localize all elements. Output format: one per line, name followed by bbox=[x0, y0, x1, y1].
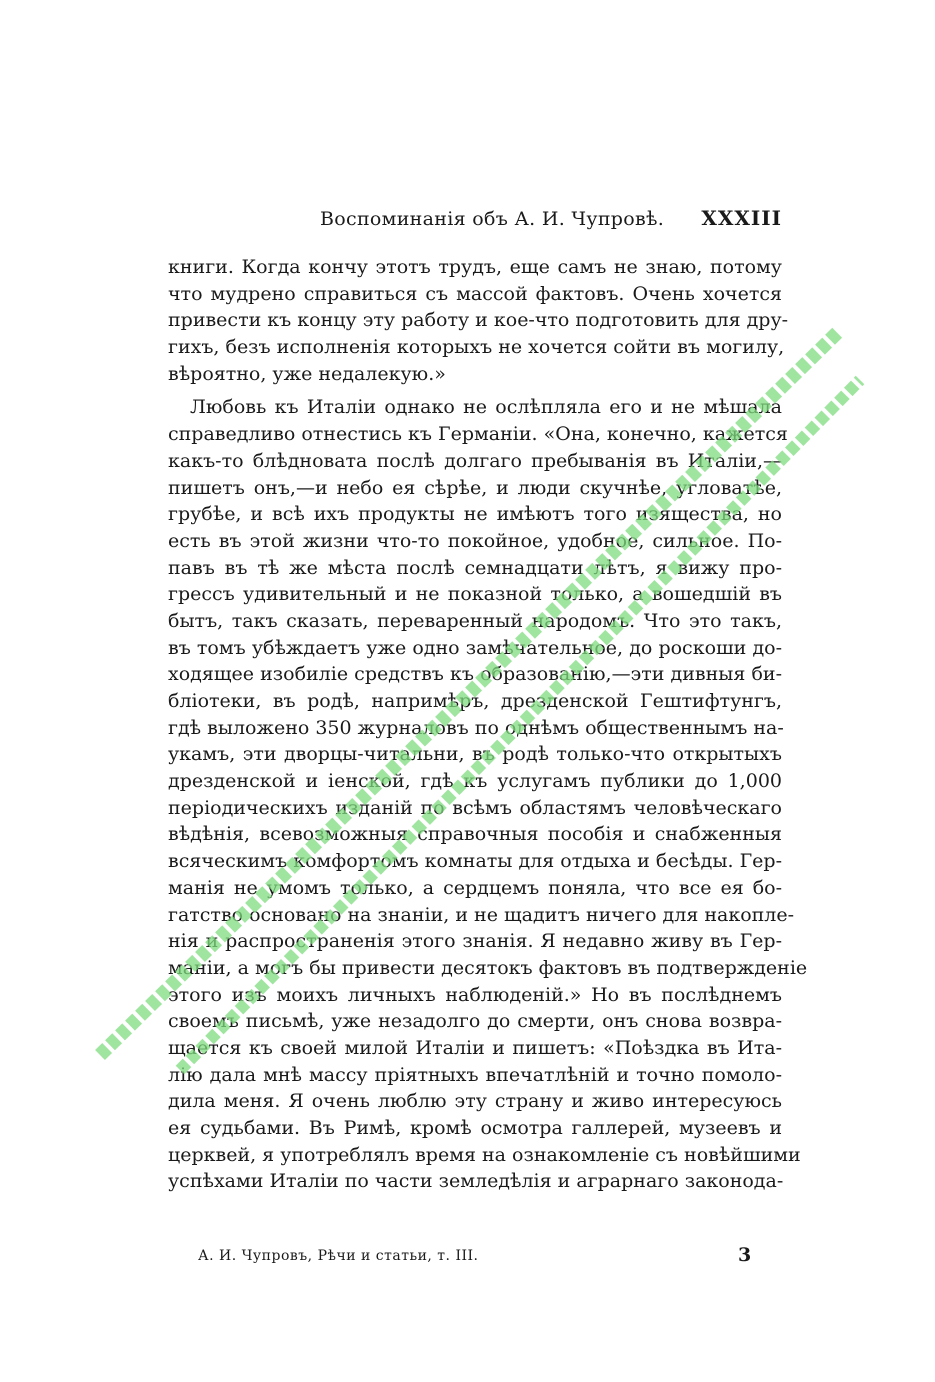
paragraph-1 bbox=[168, 254, 789, 387]
text-line: Любовь къ Италіи однако не ослѣпляла его и не мѣшала bbox=[190, 396, 782, 419]
text-line: нія и распространенія этого знанія. Я недавно живу въ Гер- bbox=[168, 930, 782, 953]
page-numeral: XXXIII bbox=[701, 206, 782, 230]
text-line: справедливо отнестись къ Германіи. «Она, конечно, кажется bbox=[168, 423, 788, 446]
text-line: вѣроятно, уже недалекую.» bbox=[168, 362, 446, 385]
text-line: грессъ удивительный и не показной только, а вошедшій въ bbox=[168, 583, 782, 606]
text-line: церквей, я употреблялъ время на ознакомленіе съ новѣйшими bbox=[168, 1143, 801, 1166]
text-line: есть въ этой жизни что-то покойное, удобное, сильное. По- bbox=[168, 529, 782, 552]
text-line: павъ въ тѣ же мѣста послѣ семнадцати лѣтъ, я вижу про- bbox=[168, 556, 782, 579]
running-title: Воспоминанія объ А. И. Чупровѣ. bbox=[320, 208, 665, 230]
text-line: пишетъ онъ,—и небо ея сѣрѣе, и люди скучнѣе, угловатѣе, bbox=[168, 476, 782, 499]
text-line: бліотеки, въ родѣ, напримѣръ, дрезденской Гештифтунгъ, bbox=[168, 690, 782, 712]
text-line: привести къ концу эту работу и кое-что подготовить для дру- bbox=[168, 309, 789, 332]
text-line: вѣдѣнія, всевозможныя справочныя пособія и снабженныя bbox=[168, 823, 782, 846]
text-line: успѣхами Италіи по части земледѣлія и аграрнаго законода- bbox=[168, 1170, 784, 1193]
text-line: ходящее изобиліе средствъ къ образованію,—эти дивныя би- bbox=[168, 663, 782, 686]
text-line: въ томъ убѣждаетъ уже одно замѣчательное, до роскоши до- bbox=[168, 636, 782, 659]
body-text bbox=[168, 254, 808, 1195]
text-line: дила меня. Я очень люблю эту страну и живо интересуюсь bbox=[168, 1090, 782, 1113]
text-line: всяческимъ комфортомъ комнаты для отдыха и бесѣды. Гер- bbox=[168, 850, 782, 873]
text-line: дрезденской и іенской, гдѣ къ услугамъ публики до 1,000 bbox=[168, 770, 782, 793]
text-line: лію дала мнѣ массу пріятныхъ впечатлѣній и точно помоло- bbox=[168, 1063, 782, 1086]
text-line: какъ-то блѣдновата послѣ долгаго пребыванія въ Италіи,— bbox=[168, 449, 782, 472]
page-footer bbox=[168, 1244, 782, 1270]
text-line: періодическихъ изданій по всѣмъ областямъ человѣческаго bbox=[168, 796, 782, 819]
text-line: этого изъ моихъ личныхъ наблюденій.» Но въ послѣднемъ bbox=[168, 983, 782, 1006]
text-line: гдѣ выложено 350 журналовъ по однѣмъ общественнымъ на- bbox=[168, 716, 784, 739]
text-line: гихъ, безъ исполненія которыхъ не хочется сойти въ могилу, bbox=[168, 336, 785, 359]
text-line: грубѣе, и всѣ ихъ продукты не имѣютъ того изящества, но bbox=[168, 503, 782, 526]
text-line: укамъ, эти дворцы-читальни, въ родѣ только-что открытыхъ bbox=[168, 743, 782, 766]
text-line: что мудрено справиться съ массой фактовъ. Очень хочется bbox=[168, 282, 782, 305]
footer-note: А. И. Чупровъ, Рѣчи и статьи, т. III. bbox=[198, 1248, 479, 1264]
text-line: щается къ своей милой Италіи и пишетъ: «Поѣздка въ Ита- bbox=[168, 1036, 782, 1059]
paragraph-2 bbox=[168, 394, 808, 1195]
text-line: своемъ письмѣ, уже незадолго до смерти, онъ снова возвра- bbox=[168, 1010, 782, 1033]
text-line: ея судьбами. Въ Римѣ, кромѣ осмотра галлерей, музеевъ и bbox=[168, 1117, 782, 1139]
text-line: бытъ, такъ сказать, переваренный народомъ. Что это такъ, bbox=[168, 609, 782, 632]
text-line: маніи, а могъ бы привести десятокъ фактовъ въ подтвержденіе bbox=[168, 956, 808, 979]
text-line: книги. Когда кончу этотъ трудъ, еще самъ не знаю, потому bbox=[168, 256, 782, 278]
page-header bbox=[168, 206, 782, 236]
text-line: манія не умомъ только, а сердцемъ поняла, что все ея бо- bbox=[168, 876, 782, 899]
text-line: гатство основано на знаніи, и не щадитъ ничего для накопле- bbox=[168, 903, 795, 926]
signature-mark: 3 bbox=[738, 1244, 752, 1266]
